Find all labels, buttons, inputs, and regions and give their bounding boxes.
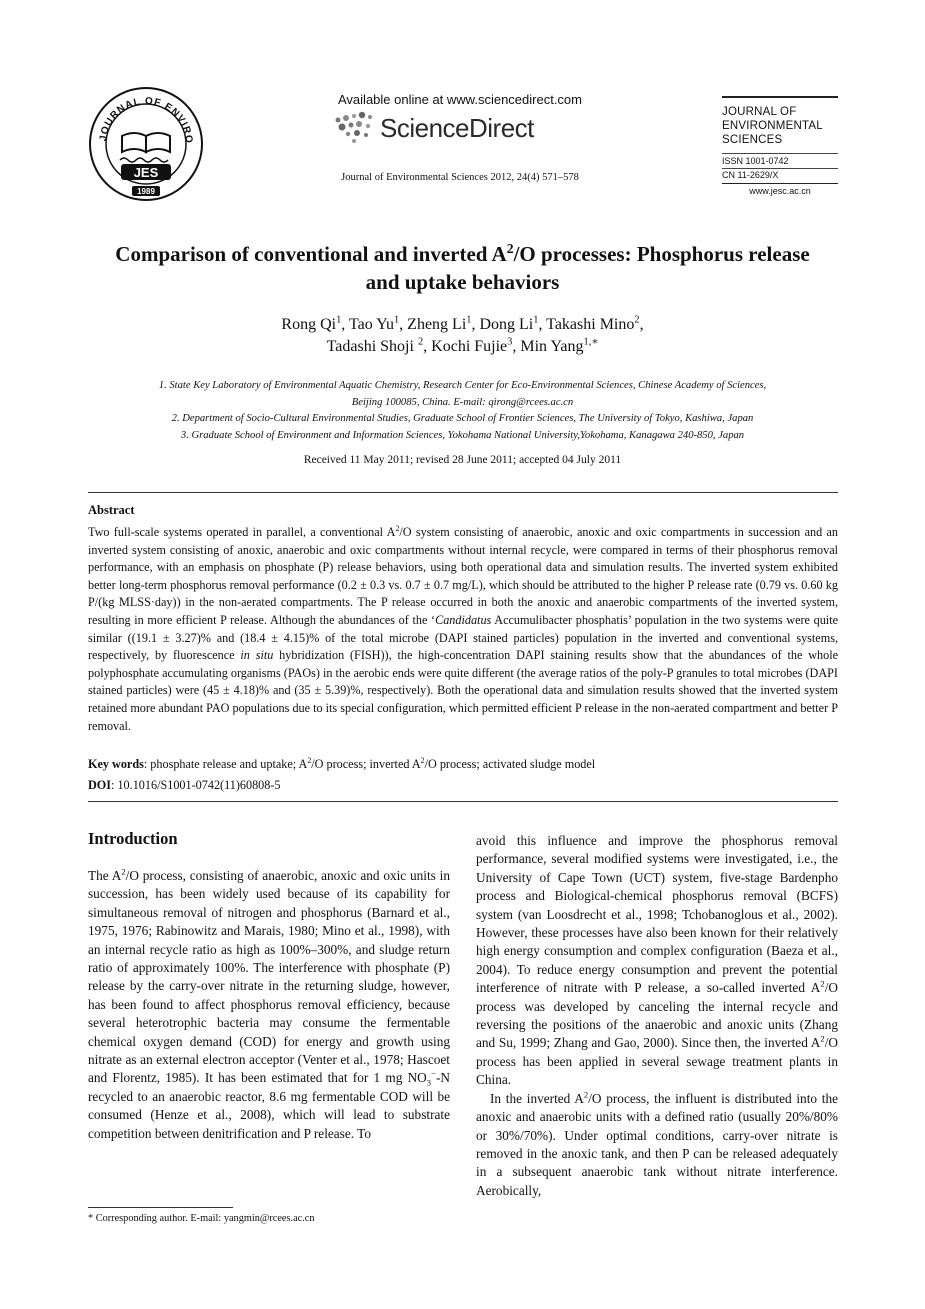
footnote-rule	[88, 1207, 233, 1208]
author-name: Zheng Li	[407, 316, 467, 333]
svg-text:JES: JES	[133, 165, 159, 180]
svg-text:1989: 1989	[137, 187, 155, 196]
abstract-text: Accumulibacter phosphatis’ population in the two systems were quite similar ((19.1 ± 3.27)% and (18.4 ± 4.15)% of the total microbe (DAPI stained particles) population in the inverted and conventional systems, respectively, by fluorescence	[88, 612, 838, 663]
journal-info-box	[722, 96, 838, 196]
body-text: /O process, consisting of anaerobic, anoxic and oxic units in succession, has been widely used because of its capability for simultaneous removal of nitrogen and phosphorus (Barnard et al., 1975, 1976; Rabinowitz and Marais, 1980; Mino et al., 1998), with an internal recycle ratio as high as 100%–300%, and sludge return ratio of approximately 100%. The interference with phosphate (P) release by the carry-over nitrate in the returning sludge, however, has been found to affect phosphorus removal efficiency, because several heterotrophic bacteria may consume the fermentable chemical oxygen demand (COD) for energy and growth using nitrate as an external electron acceptor (Venter et al., 1978; Hascoet and Florentz, 1985). It has been estimated that for 1 mg NO	[88, 868, 450, 1086]
author-affiliation-mark: 1	[533, 314, 539, 326]
title-superscript: 2	[506, 241, 514, 256]
affiliation-1-line1: 1. State Key Laboratory of Environmental Aquatic Chemistry, Research Center for Eco-Environmental Sciences, Chinese Academy of Sciences,	[158, 380, 767, 391]
author-name: Kochi Fujie	[431, 338, 508, 355]
introduction-heading: Introduction	[88, 829, 178, 848]
body-text: /O process was developed by canceling the internal recycle and reversing the positions of the anaerobic and anoxic units (Zhang and Su, 1999; Zhang and Gao, 2000). Since then, the inverted A	[476, 980, 838, 1051]
paper-title	[60, 240, 865, 296]
affiliations	[90, 378, 835, 444]
body-text: -N recycled to an anaerobic reactor, 8.6 mg fermentable COD will be consumed (Henze et al., 2008), which will lead to substrate competition between denitrification and P release. To	[88, 1070, 450, 1141]
journal-name-line: SCIENCES	[722, 134, 783, 146]
title-text-line2: and uptake behaviors	[365, 270, 560, 294]
keywords-text: : phosphate release and uptake; A	[143, 757, 308, 771]
abstract-body	[88, 524, 838, 735]
author-name: Tao Yu	[349, 316, 394, 333]
body-superscript: 2	[820, 1034, 825, 1045]
author-name: Tadashi Shoji	[326, 338, 418, 355]
sciencedirect-wordmark: ScienceDirect	[380, 113, 534, 143]
doi-value[interactable]: : 10.1016/S1001-0742(11)60808-5	[111, 778, 281, 792]
affiliation-1-line2: Beijing 100085, China. E-mail: qirong@rcees.ac.cn	[351, 396, 574, 408]
author-affiliation-mark: 3	[507, 336, 513, 348]
keywords-superscript: 2	[420, 755, 425, 765]
author-affiliation-mark: 2	[634, 314, 640, 326]
body-subscript: 3	[426, 1078, 432, 1089]
body-column-left	[88, 867, 450, 1143]
abstract-heading: Abstract	[88, 503, 135, 517]
author-affiliation-mark: 2	[417, 336, 424, 348]
body-paragraph	[476, 1090, 838, 1200]
keywords-text: /O process; activated sludge model	[424, 757, 596, 771]
doi	[88, 778, 838, 793]
author-list: Rong Qi$^1$, Tao Yu$^1$, Zheng Li$^1$, Dong Li$^1$, Takashi Mino$^2$, Tadashi Shoji $^2$, Kochi Fujie$^3$, Min Yang$^{1,∗}$	[281, 314, 644, 355]
body-superscript: 2	[820, 978, 825, 989]
body-text: /O process has been applied in several sewage treatment plants in China.	[476, 1035, 838, 1088]
svg-text:JOURNAL OF ENVIRONMENTAL SCIEN: JOURNAL OF ENVIRO	[98, 95, 195, 145]
body-text: The A	[88, 868, 122, 883]
abstract-text: Two full-scale systems operated in parallel, a conventional A	[88, 525, 396, 539]
body-text: avoid this influence and improve the phosphorus removal performance, several modified systems were investigated, i.e., the University of Cape Town (UCT) system, five-stage Bardenpho process and Biological-chemical phosphorus removal (BCFS) system (van Loosdrecht et al., 1998; Tchobanoglous et al., 2002). However, these processes have also been known for their relatively high energy consumption and complex configuration (Baeza et al., 2004). To reduce energy consumption and prevent the potential interference of nitrate with P release, a so-called inverted A	[476, 833, 838, 996]
journal-citation: Journal of Environmental Sciences 2012, 24(4) 571–578	[341, 172, 579, 183]
author-affiliation-mark: 1	[336, 314, 342, 326]
author-affiliation-mark: 1,∗	[583, 336, 599, 348]
journal-name-line: JOURNAL OF	[722, 106, 797, 118]
doi-label: DOI	[88, 778, 112, 792]
title-text: /O processes: Phosphorus release	[513, 242, 810, 266]
abstract-text: /O system consisting of anaerobic, anoxic and oxic compartments in succession and an inverted system consisting of anoxic, anaerobic and oxic compartments without internal recycle, were compared in terms of their phosphorus removal performance, with an emphasis on phosphate (P) release behaviors, using both operational data and simulation results. The inverted system exhibited better long-term phosphorus removal performance (0.2 ± 0.3 vs. 0.7 ± 0.7 mg/L), which should be attributed to the higher P release rate (0.79 vs. 0.60 kg P/(kg MLSS·day)) in the non-aerated compartments. The P release occurred in both the anoxic and anaerobic compartments of the inverted system, resulting in more efficient P release. Although the abundances of the ‘	[88, 525, 838, 627]
available-online-text: Available online at www.sciencedirect.com	[338, 92, 582, 107]
keywords-superscript: 2	[307, 755, 312, 765]
journal-issn: ISSN 1001-0742	[722, 153, 838, 166]
affiliation-2: 2. Department of Socio-Cultural Environmental Studies, Graduate School of Frontier Sciences, The University of Tokyo, Kashiwa, Japan	[171, 413, 754, 424]
author-affiliation-mark: 1	[393, 314, 400, 326]
journal-box-name	[722, 105, 838, 147]
abstract-superscript: 2	[395, 523, 400, 533]
abstract-bottom-rule	[88, 801, 838, 802]
affiliation-3: 3. Graduate School of Environment and Information Sciences, Yokohama National University,Yokohama, Kanagawa 240-850, Japan	[180, 429, 745, 441]
journal-cn: CN 11-2629/X	[722, 168, 838, 180]
jes-seal-icon	[88, 86, 204, 202]
journal-name-line: ENVIRONMENTAL	[722, 120, 823, 132]
author-name: Rong Qi	[281, 316, 337, 333]
body-text: /O process, the influent is distributed into the anoxic and anaerobic units with a defined ratio (usually 20%/80% or 30%/70%). Under optimal conditions, carry-over nitrate is removed in the anoxic tank, and then P can be released adequately in a subsequent anaerobic tank without nitrate interference. Aerobically,	[476, 1090, 838, 1198]
body-text: In the inverted A	[490, 1090, 584, 1106]
corresponding-author-footnote: * Corresponding author. E-mail: yangmin@rcees.ac.cn	[88, 1213, 315, 1224]
abstract-italic: in situ	[240, 648, 274, 663]
body-superscript: 2	[121, 866, 126, 877]
sciencedirect-dots-icon	[328, 110, 378, 150]
abstract-text: hybridization (FISH)), the high-concentration DAPI staining results show that the abundances of the whole polyphosphate accumulating organisms (PAOs) in the aerobic ends were quite different (the average ratios of the poly-P granules to total microbes (DAPI stained particles) were (45 ± 4.18)% and (35 ± 5.39)%, respectively). Both the operational data and simulation results showed that the inverted system retained more abundant PAO populations due to its special configuration, which permitted efficient P release in the non-aerated compartment and better P removal.	[88, 648, 839, 733]
body-paragraph	[476, 832, 838, 1090]
journal-box-top-rule	[722, 96, 838, 98]
keywords-text: /O process; inverted A	[311, 757, 421, 771]
abstract-italic: Candidatus	[435, 612, 492, 627]
received-dates: Received 11 May 2011; revised 28 June 2011; accepted 04 July 2011	[303, 454, 622, 466]
author-affiliation-mark: 1	[466, 314, 472, 326]
keywords	[88, 757, 838, 772]
author-name: Min Yang	[520, 338, 584, 355]
keywords-label: Key words	[88, 757, 144, 771]
body-superscript: 2	[583, 1089, 589, 1100]
body-superscript: −	[431, 1069, 436, 1080]
author-name: Takashi Mino	[546, 316, 635, 333]
journal-logo	[88, 86, 204, 202]
body-column-right	[476, 832, 838, 1200]
author-name: Dong Li	[479, 316, 534, 333]
abstract-top-rule	[88, 492, 838, 493]
journal-url-link[interactable]: www.jesc.ac.cn	[722, 183, 838, 196]
title-text: Comparison of conventional and inverted A	[115, 242, 507, 266]
